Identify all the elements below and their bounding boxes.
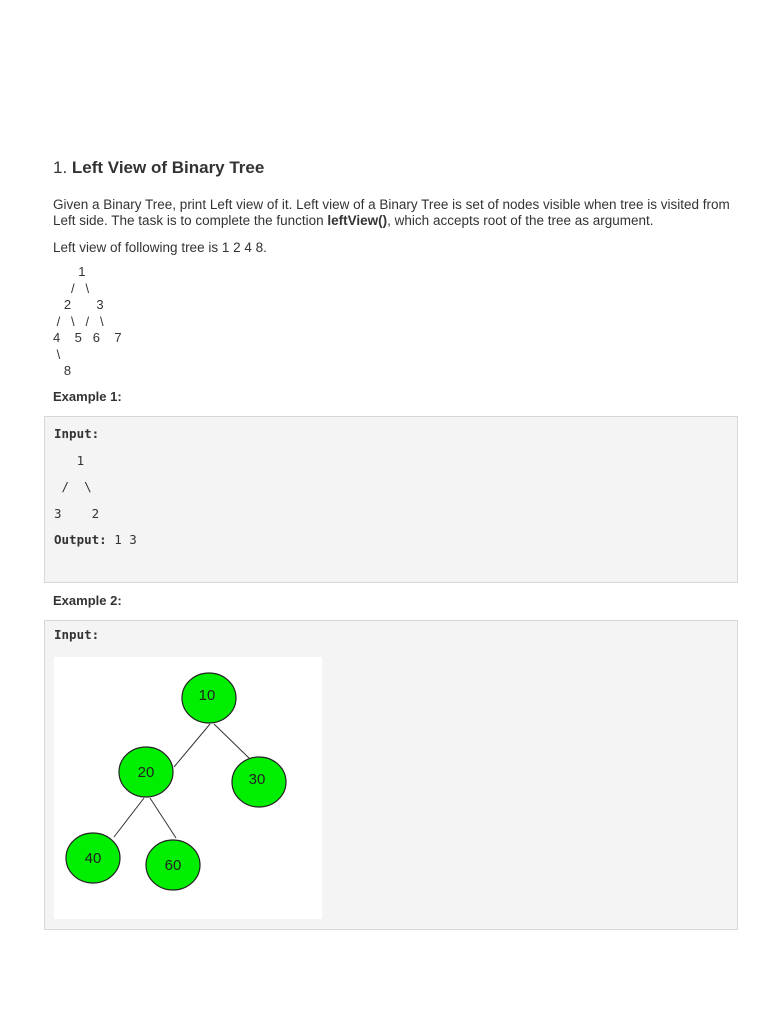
tree-node-label: 30: [248, 771, 266, 788]
example-2-label: Example 2:: [53, 593, 122, 608]
tree-line: \: [53, 346, 61, 362]
intro-text: Left view of following tree is 1 2 4 8.: [53, 240, 267, 255]
input-label: Input:: [54, 426, 100, 441]
tree-node-label: 20: [137, 764, 155, 781]
description-text-after: , which accepts root of the tree as argument.: [387, 213, 654, 228]
function-name: leftView(): [327, 213, 388, 228]
input-label: Input:: [54, 627, 100, 642]
tree-node-label: 10: [198, 687, 216, 704]
binary-tree-image: [54, 657, 322, 919]
example-tree-line: 1: [54, 452, 85, 468]
edge-10-30: [214, 724, 250, 759]
example-1-label: Example 1:: [53, 389, 122, 404]
description-text-before: Given a Binary Tree, print Left view of it. Left view of a Binary Tree is set of nodes visible when tree is visited from Left side. The task is to complete the function: [53, 197, 730, 228]
title-text: Left View of Binary Tree: [71, 158, 265, 177]
edge-20-40: [114, 798, 144, 837]
example-2-box: [44, 620, 738, 930]
title-number: 1.: [53, 158, 68, 177]
example-1-box: [44, 416, 738, 583]
example-tree-line: 3 2: [54, 505, 100, 521]
tree-line: 1: [53, 264, 86, 279]
edge-20-60: [150, 798, 176, 838]
tree-line: 2 3: [53, 297, 104, 312]
output-label: Output:: [54, 532, 107, 547]
output-value: 1 3: [106, 532, 137, 547]
tree-node-label: 60: [164, 857, 182, 874]
sample-tree-diagram: [53, 264, 122, 380]
problem-description: [53, 197, 733, 229]
tree-line: 4 5 6 7: [53, 330, 122, 345]
tree-line: 8: [53, 363, 72, 378]
example-1-code: [54, 421, 137, 554]
page-title: [53, 158, 264, 178]
tree-node-label: 40: [84, 850, 102, 867]
binary-tree-svg: [54, 657, 322, 919]
tree-line: / \ / \: [53, 313, 104, 329]
tree-line: / \: [53, 280, 90, 296]
edge-10-20: [174, 724, 210, 767]
example-tree-line: / \: [54, 479, 92, 494]
